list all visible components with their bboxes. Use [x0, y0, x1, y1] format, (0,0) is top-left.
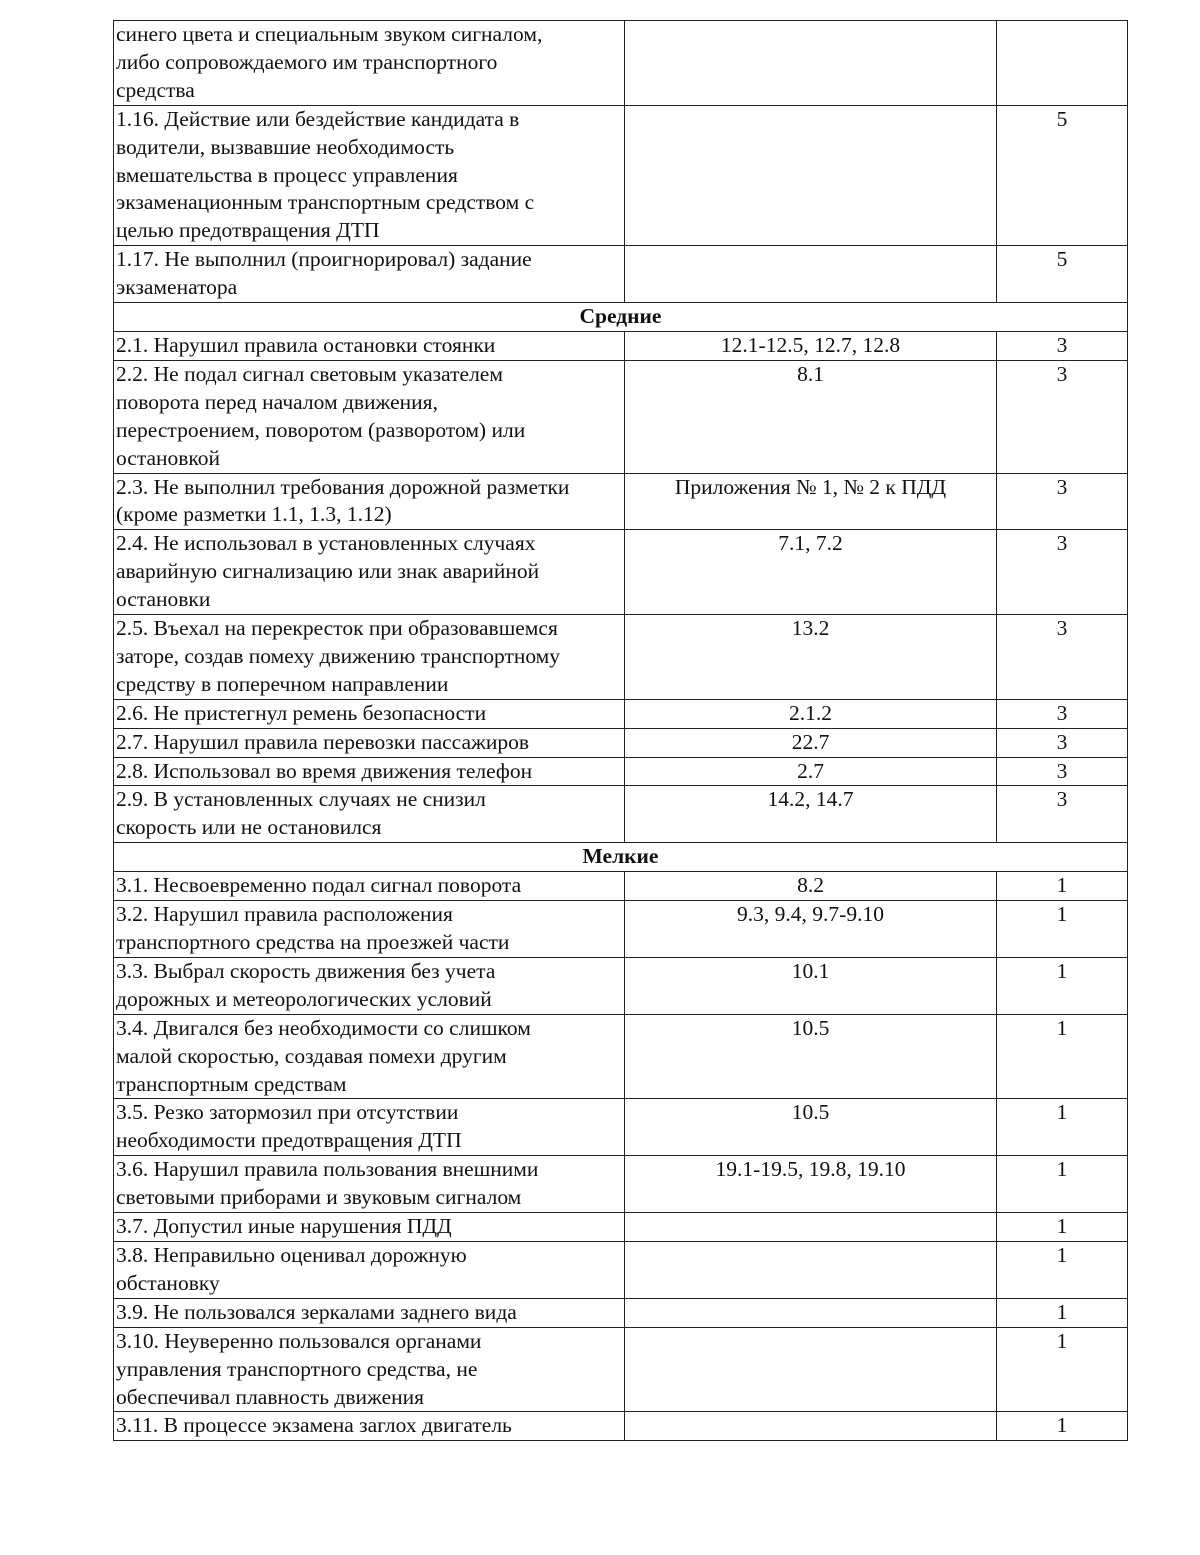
penalty-points: 5 — [997, 105, 1128, 246]
penalty-points: 3 — [997, 757, 1128, 786]
violation-description: синего цвета и специальным звуком сигналом, либо сопровождаемого им транспортного средства — [114, 21, 625, 106]
table-row — [114, 1014, 1128, 1099]
rule-reference: 14.2, 14.7 — [625, 786, 997, 843]
penalty-points: 3 — [997, 331, 1128, 360]
penalty-points: 1 — [997, 1014, 1128, 1099]
penalty-points: 3 — [997, 473, 1128, 530]
violation-description: 2.1. Нарушил правила остановки стоянки — [114, 331, 625, 360]
penalty-points: 1 — [997, 1241, 1128, 1298]
rule-reference: 2.1.2 — [625, 699, 997, 728]
table-row — [114, 1298, 1128, 1327]
table-row — [114, 1099, 1128, 1156]
rule-reference — [625, 1412, 997, 1441]
table-row — [114, 21, 1128, 106]
rule-reference: 8.2 — [625, 872, 997, 901]
table-row — [114, 728, 1128, 757]
penalty-points: 1 — [997, 1412, 1128, 1441]
section-title: Средние — [114, 303, 1128, 332]
table-row — [114, 1412, 1128, 1441]
table-row — [114, 901, 1128, 958]
penalty-points: 1 — [997, 872, 1128, 901]
violation-description: 2.4. Не использовал в установленных случаях аварийную сигнализацию или знак аварийной остановки — [114, 530, 625, 615]
rule-reference: 12.1-12.5, 12.7, 12.8 — [625, 331, 997, 360]
rule-reference: 10.5 — [625, 1099, 997, 1156]
violation-description: 3.11. В процессе экзамена заглох двигатель — [114, 1412, 625, 1441]
penalty-points: 3 — [997, 530, 1128, 615]
violation-description: 2.3. Не выполнил требования дорожной разметки (кроме разметки 1.1, 1.3, 1.12) — [114, 473, 625, 530]
rule-reference — [625, 1298, 997, 1327]
penalty-points: 1 — [997, 1213, 1128, 1242]
penalty-points: 1 — [997, 1099, 1128, 1156]
violation-description: 3.1. Несвоевременно подал сигнал поворота — [114, 872, 625, 901]
rule-reference — [625, 21, 997, 106]
violation-description: 3.2. Нарушил правила расположения транспортного средства на проезжей части — [114, 901, 625, 958]
rule-reference — [625, 246, 997, 303]
rule-reference — [625, 105, 997, 246]
section-header-row — [114, 303, 1128, 332]
section-title: Мелкие — [114, 843, 1128, 872]
penalty-points: 3 — [997, 699, 1128, 728]
table-row — [114, 360, 1128, 473]
violation-description: 1.17. Не выполнил (проигнорировал) задание экзаменатора — [114, 246, 625, 303]
penalty-points: 3 — [997, 728, 1128, 757]
violation-description: 2.8. Использовал во время движения телефон — [114, 757, 625, 786]
table-row — [114, 530, 1128, 615]
table-row — [114, 1156, 1128, 1213]
penalty-points: 1 — [997, 957, 1128, 1014]
table-row — [114, 1213, 1128, 1242]
rule-reference: 10.1 — [625, 957, 997, 1014]
penalty-points: 1 — [997, 901, 1128, 958]
violation-description: 3.7. Допустил иные нарушения ПДД — [114, 1213, 625, 1242]
table-row — [114, 105, 1128, 246]
violation-description: 2.5. Въехал на перекресток при образовавшемся заторе, создав помеху движению транспортному средству в поперечном направлении — [114, 615, 625, 700]
rule-reference — [625, 1327, 997, 1412]
table-row — [114, 1241, 1128, 1298]
violation-description: 2.6. Не пристегнул ремень безопасности — [114, 699, 625, 728]
rule-reference: 8.1 — [625, 360, 997, 473]
table-row — [114, 757, 1128, 786]
rule-reference — [625, 1213, 997, 1242]
table-row — [114, 699, 1128, 728]
violation-description: 3.9. Не пользовался зеркалами заднего вида — [114, 1298, 625, 1327]
penalty-points: 1 — [997, 1298, 1128, 1327]
rule-reference: 13.2 — [625, 615, 997, 700]
violation-description: 3.10. Неуверенно пользовался органами управления транспортного средства, не обеспечивал плавность движения — [114, 1327, 625, 1412]
table-row — [114, 786, 1128, 843]
violation-description: 3.3. Выбрал скорость движения без учета дорожных и метеорологических условий — [114, 957, 625, 1014]
section-header-row — [114, 843, 1128, 872]
rule-reference: 19.1-19.5, 19.8, 19.10 — [625, 1156, 997, 1213]
penalty-points — [997, 21, 1128, 106]
rule-reference: 10.5 — [625, 1014, 997, 1099]
penalty-points: 1 — [997, 1156, 1128, 1213]
violation-description: 2.7. Нарушил правила перевозки пассажиров — [114, 728, 625, 757]
violation-description: 2.2. Не подал сигнал световым указателем поворота перед началом движения, перестроением, поворотом (разворотом) или остановкой — [114, 360, 625, 473]
penalty-points: 3 — [997, 786, 1128, 843]
violation-description: 3.6. Нарушил правила пользования внешними световыми приборами и звуковым сигналом — [114, 1156, 625, 1213]
rule-reference: 7.1, 7.2 — [625, 530, 997, 615]
violation-description: 3.8. Неправильно оценивал дорожную обстановку — [114, 1241, 625, 1298]
violations-table-body — [114, 21, 1128, 1441]
violation-description: 2.9. В установленных случаях не снизил скорость или не остановился — [114, 786, 625, 843]
penalty-points: 5 — [997, 246, 1128, 303]
rule-reference: 9.3, 9.4, 9.7-9.10 — [625, 901, 997, 958]
table-row — [114, 957, 1128, 1014]
penalty-points: 1 — [997, 1327, 1128, 1412]
table-row — [114, 872, 1128, 901]
rule-reference — [625, 1241, 997, 1298]
violations-table — [113, 20, 1128, 1441]
rule-reference: 22.7 — [625, 728, 997, 757]
rule-reference: 2.7 — [625, 757, 997, 786]
table-row — [114, 615, 1128, 700]
violation-description: 3.4. Двигался без необходимости со слишком малой скоростью, создавая помехи другим транспортным средствам — [114, 1014, 625, 1099]
table-row — [114, 331, 1128, 360]
table-row — [114, 246, 1128, 303]
penalty-points: 3 — [997, 615, 1128, 700]
table-row — [114, 473, 1128, 530]
table-row — [114, 1327, 1128, 1412]
violation-description: 3.5. Резко затормозил при отсутствии необходимости предотвращения ДТП — [114, 1099, 625, 1156]
violation-description: 1.16. Действие или бездействие кандидата в водители, вызвавшие необходимость вмешательства в процесс управления экзаменационным транспортным средством с целью предотвращения ДТП — [114, 105, 625, 246]
rule-reference: Приложения № 1, № 2 к ПДД — [625, 473, 997, 530]
penalty-points: 3 — [997, 360, 1128, 473]
